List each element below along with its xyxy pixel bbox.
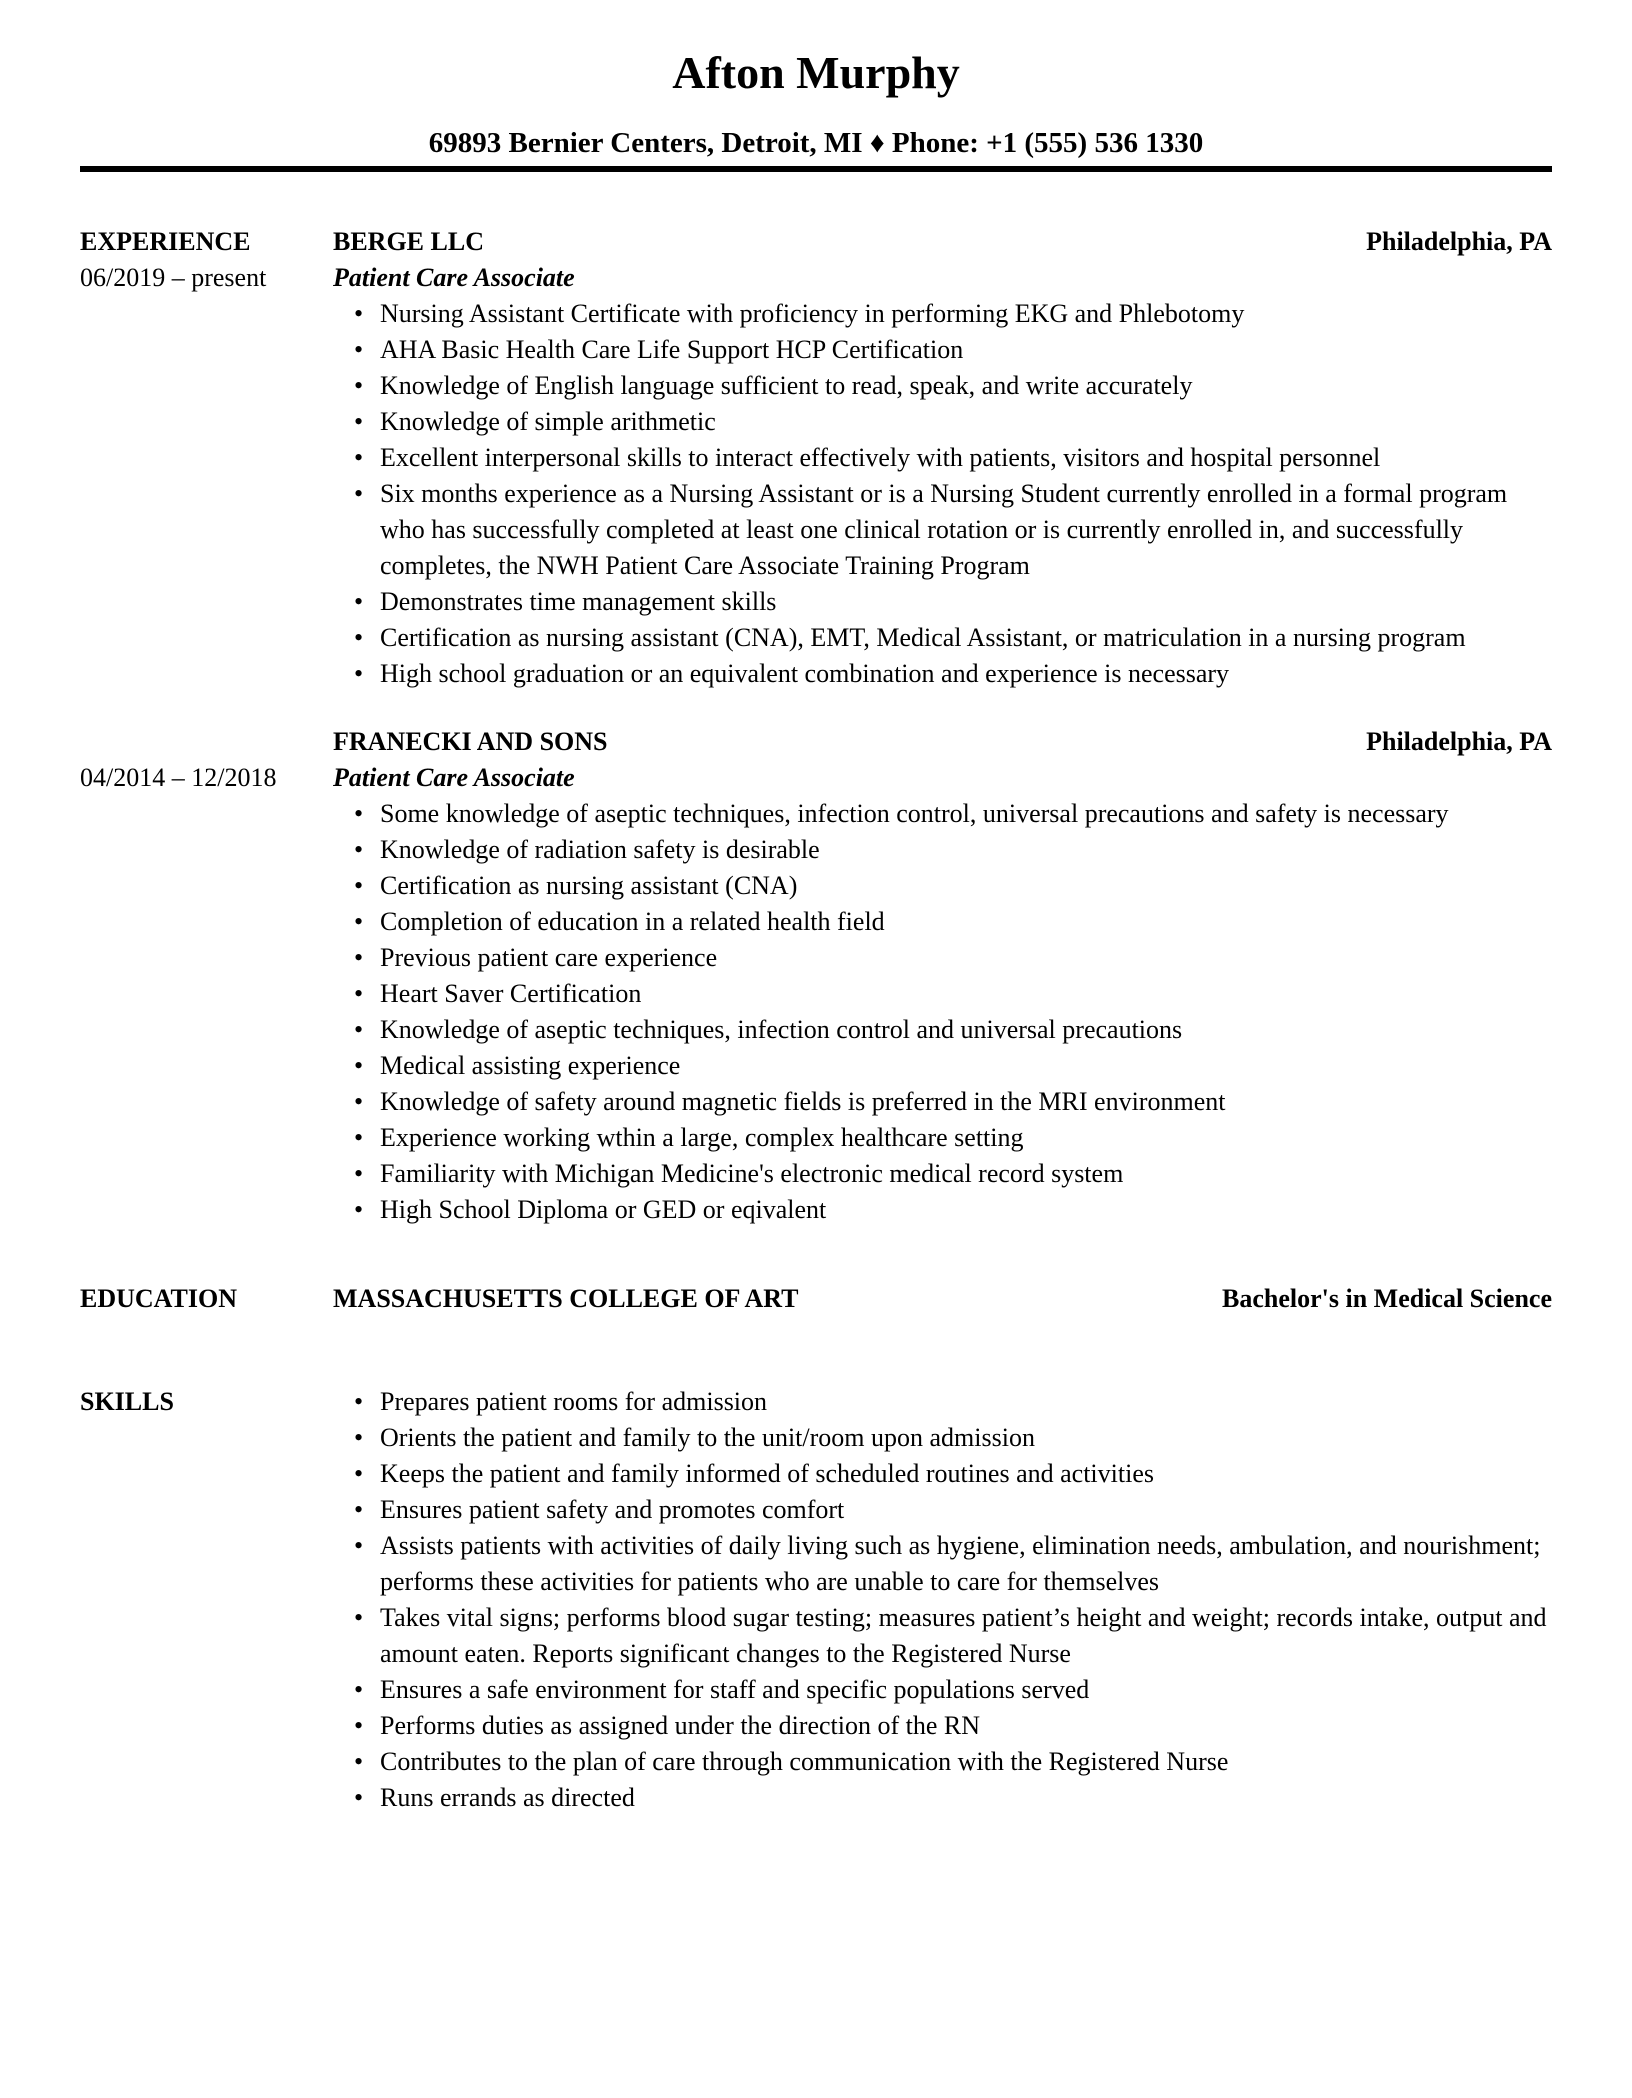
bullet-item: • Certification as nursing assistant (CNA), EMT, Medical Assistant, or matriculation in a nursing program bbox=[333, 620, 1552, 656]
job2-location: Philadelphia, PA bbox=[1366, 727, 1552, 756]
job1-header bbox=[333, 224, 1552, 260]
bullet-item: • Medical assisting experience bbox=[333, 1048, 1552, 1084]
skills-content bbox=[333, 1384, 1552, 1816]
education-degree: Bachelor's in Medical Science bbox=[1221, 1284, 1552, 1313]
job2-company: FRANECKI AND SONS bbox=[333, 727, 608, 756]
job1-location: Philadelphia, PA bbox=[1366, 227, 1552, 256]
bullet-item: • Heart Saver Certification bbox=[333, 976, 1552, 1012]
job1-title: Patient Care Associate bbox=[333, 263, 575, 292]
job2-content bbox=[333, 724, 1552, 1228]
bullet-item: • High school graduation or an equivalent combination and experience is necessary bbox=[333, 656, 1552, 692]
bullet-item: • Prepares patient rooms for admission bbox=[333, 1384, 1552, 1420]
skills-leftcol bbox=[80, 1384, 333, 1420]
bullet-item: • Familiarity with Michigan Medicine's electronic medical record system bbox=[333, 1156, 1552, 1192]
bullet-item: • Knowledge of English language sufficient to read, speak, and write accurately bbox=[333, 368, 1552, 404]
header-divider bbox=[80, 166, 1552, 172]
bullet-item: • High School Diploma or GED or eqivalent bbox=[333, 1192, 1552, 1228]
bullet-item: • Runs errands as directed bbox=[333, 1780, 1552, 1816]
job1-dates: 06/2019 – present bbox=[80, 263, 267, 292]
education-section bbox=[80, 1281, 1552, 1317]
job2-title: Patient Care Associate bbox=[333, 763, 575, 792]
bullet-item: • Some knowledge of aseptic techniques, infection control, universal precautions and safety is necessary bbox=[333, 796, 1552, 832]
experience-section-label: EXPERIENCE bbox=[80, 227, 251, 256]
experience-section-job2 bbox=[80, 724, 1552, 1228]
education-row bbox=[333, 1281, 1552, 1317]
experience-section-job1 bbox=[80, 224, 1552, 692]
job2-bullet-list bbox=[333, 796, 1552, 1228]
skills-section bbox=[80, 1384, 1552, 1816]
skills-section-label: SKILLS bbox=[80, 1387, 174, 1416]
education-school: MASSACHUSETTS COLLEGE OF ART bbox=[333, 1284, 799, 1313]
bullet-item: • Ensures a safe environment for staff and specific populations served bbox=[333, 1672, 1552, 1708]
education-content bbox=[333, 1281, 1552, 1317]
job2-dates: 04/2014 – 12/2018 bbox=[80, 763, 277, 792]
leftcol-spacer bbox=[80, 724, 333, 760]
bullet-item: • Keeps the patient and family informed of scheduled routines and activities bbox=[333, 1456, 1552, 1492]
bullet-item: • Nursing Assistant Certificate with proficiency in performing EKG and Phlebotomy bbox=[333, 296, 1552, 332]
bullet-item: • Excellent interpersonal skills to interact effectively with patients, visitors and hospital personnel bbox=[333, 440, 1552, 476]
bullet-item: • Orients the patient and family to the unit/room upon admission bbox=[333, 1420, 1552, 1456]
experience-leftcol-job1 bbox=[80, 224, 333, 296]
job1-content bbox=[333, 224, 1552, 692]
job1-company: BERGE LLC bbox=[333, 227, 484, 256]
experience-leftcol-job2 bbox=[80, 724, 333, 796]
education-section-label: EDUCATION bbox=[80, 1284, 237, 1313]
bullet-item: • Six months experience as a Nursing Assistant or is a Nursing Student currently enrolled in a formal program who has successfully completed at least one clinical rotation or is currently enrolled in, and successfully completes, the NWH Patient Care Associate Training Program bbox=[333, 476, 1552, 584]
education-leftcol bbox=[80, 1281, 333, 1317]
candidate-name: Afton Murphy bbox=[672, 47, 960, 98]
job2-header bbox=[333, 724, 1552, 760]
bullet-item: • Performs duties as assigned under the direction of the RN bbox=[333, 1708, 1552, 1744]
bullet-item: • Contributes to the plan of care through communication with the Registered Nurse bbox=[333, 1744, 1552, 1780]
bullet-item: • Previous patient care experience bbox=[333, 940, 1552, 976]
bullet-item: • Takes vital signs; performs blood sugar testing; measures patient’s height and weight; records intake, output and amount eaten. Reports significant changes to the Registered Nurse bbox=[333, 1600, 1552, 1672]
bullet-item: • Knowledge of aseptic techniques, infection control and universal precautions bbox=[333, 1012, 1552, 1048]
bullet-item: • Completion of education in a related health field bbox=[333, 904, 1552, 940]
bullet-item: • Assists patients with activities of daily living such as hygiene, elimination needs, ambulation, and nourishment; performs these activities for patients who are unable to care for themselves bbox=[333, 1528, 1552, 1600]
bullet-item: • Certification as nursing assistant (CNA) bbox=[333, 868, 1552, 904]
bullet-item: • Experience working wthin a large, complex healthcare setting bbox=[333, 1120, 1552, 1156]
bullet-item: • Knowledge of radiation safety is desirable bbox=[333, 832, 1552, 868]
bullet-item: • Knowledge of simple arithmetic bbox=[333, 404, 1552, 440]
bullet-item: • Demonstrates time management skills bbox=[333, 584, 1552, 620]
contact-line: 69893 Bernier Centers, Detroit, MI ♦ Phone: +1 (555) 536 1330 bbox=[428, 127, 1204, 159]
bullet-item: • AHA Basic Health Care Life Support HCP Certification bbox=[333, 332, 1552, 368]
bullet-item: • Ensures patient safety and promotes comfort bbox=[333, 1492, 1552, 1528]
job1-bullet-list bbox=[333, 296, 1552, 692]
bullet-item: • Knowledge of safety around magnetic fields is preferred in the MRI environment bbox=[333, 1084, 1552, 1120]
skills-bullet-list bbox=[333, 1384, 1552, 1816]
